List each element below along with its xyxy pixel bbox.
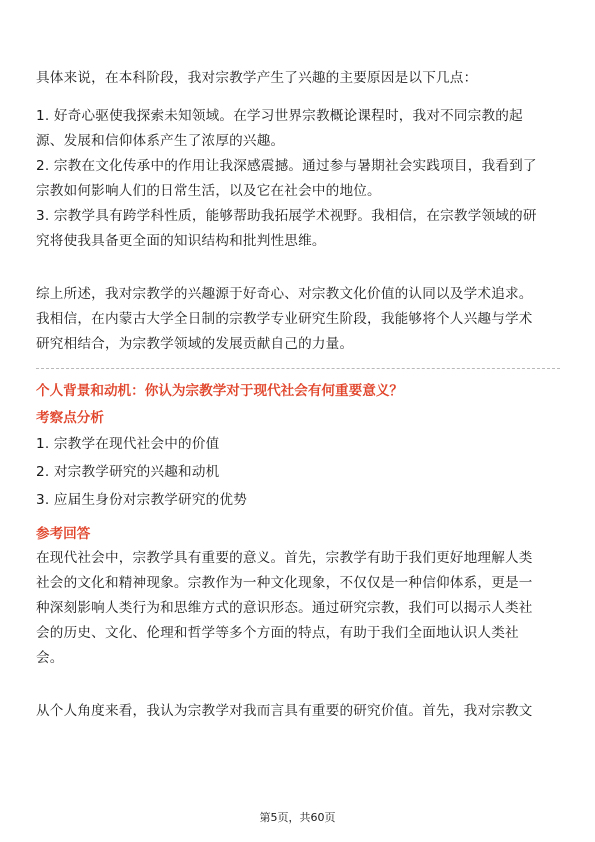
summary-paragraph xyxy=(36,282,560,357)
answer-line-2: 社会的文化和精神现象。宗教作为一种文化现象，不仅仅是一种信仰体系，更是一 xyxy=(36,575,533,591)
reason-item-3-line-1: 3. 宗教学具有跨学科性质，能够帮助我拓展学术视野。我相信，在宗教学领域的研 xyxy=(36,208,537,224)
analysis-list xyxy=(36,430,560,514)
reason-item-1-line-1: 1. 好奇心驱使我探索未知领域。在学习世界宗教概论课程时，我对不同宗教的起 xyxy=(36,108,523,124)
reason-item-2-line-1: 2. 宗教在文化传承中的作用让我深感震撼。通过参与暑期社会实践项目，我看到了 xyxy=(36,158,537,174)
analysis-item-3: 3. 应届生身份对宗教学研究的优势 xyxy=(36,492,248,508)
summary-line-2: 我相信，在内蒙古大学全日制的宗教学专业研究生阶段，我能够将个人兴趣与学术 xyxy=(36,311,533,327)
answer-line-3: 种深刻影响人类行为和思维方式的意识形态。通过研究宗教，我们可以揭示人类社 xyxy=(36,600,533,616)
answer-line-1: 在现代社会中，宗教学具有重要的意义。首先，宗教学有助于我们更好地理解人类 xyxy=(36,550,533,566)
reason-item-2-line-2: 宗教如何影响人们的日常生活，以及它在社会中的地位。 xyxy=(36,183,381,199)
summary-line-1: 综上所述，我对宗教学的兴趣源于好奇心、对宗教文化价值的认同以及学术追求。 xyxy=(36,286,533,302)
answer-paragraph-2 xyxy=(36,699,560,724)
spacer xyxy=(36,254,560,282)
reasons-list xyxy=(36,104,560,254)
section-divider xyxy=(36,368,560,369)
spacer xyxy=(36,91,560,104)
analysis-item-1: 1. 宗教学在现代社会中的价值 xyxy=(36,436,220,452)
answer-line-5: 会。 xyxy=(36,650,64,666)
analysis-heading: 考察点分析 xyxy=(36,410,104,426)
reasons-intro: 具体来说，在本科阶段，我对宗教学产生了兴趣的主要原因是以下几点： xyxy=(36,70,478,86)
answer-paragraph-1 xyxy=(36,546,560,671)
answer-line-6: 从个人角度来看，我认为宗教学对我而言具有重要的研究价值。首先，我对宗教文 xyxy=(36,703,533,719)
page-content xyxy=(36,66,560,724)
reason-item-1-line-2: 源、发展和信仰体系产生了浓厚的兴趣。 xyxy=(36,133,285,149)
spacer xyxy=(36,671,560,699)
answer-heading: 参考回答 xyxy=(36,526,91,542)
question-title: 个人背景和动机：你认为宗教学对于现代社会有何重要意义？ xyxy=(36,383,404,399)
reason-item-3-line-2: 究将使我具备更全面的知识结构和批判性思维。 xyxy=(36,233,326,249)
analysis-item-2: 2. 对宗教学研究的兴趣和动机 xyxy=(36,464,220,480)
answer-line-4: 会的历史、文化、伦理和哲学等多个方面的特点，有助于我们全面地认识人类社 xyxy=(36,625,519,641)
page-number: 第5页，共60页 xyxy=(259,811,336,824)
summary-line-3: 研究相结合，为宗教学领域的发展贡献自己的力量。 xyxy=(36,336,354,352)
